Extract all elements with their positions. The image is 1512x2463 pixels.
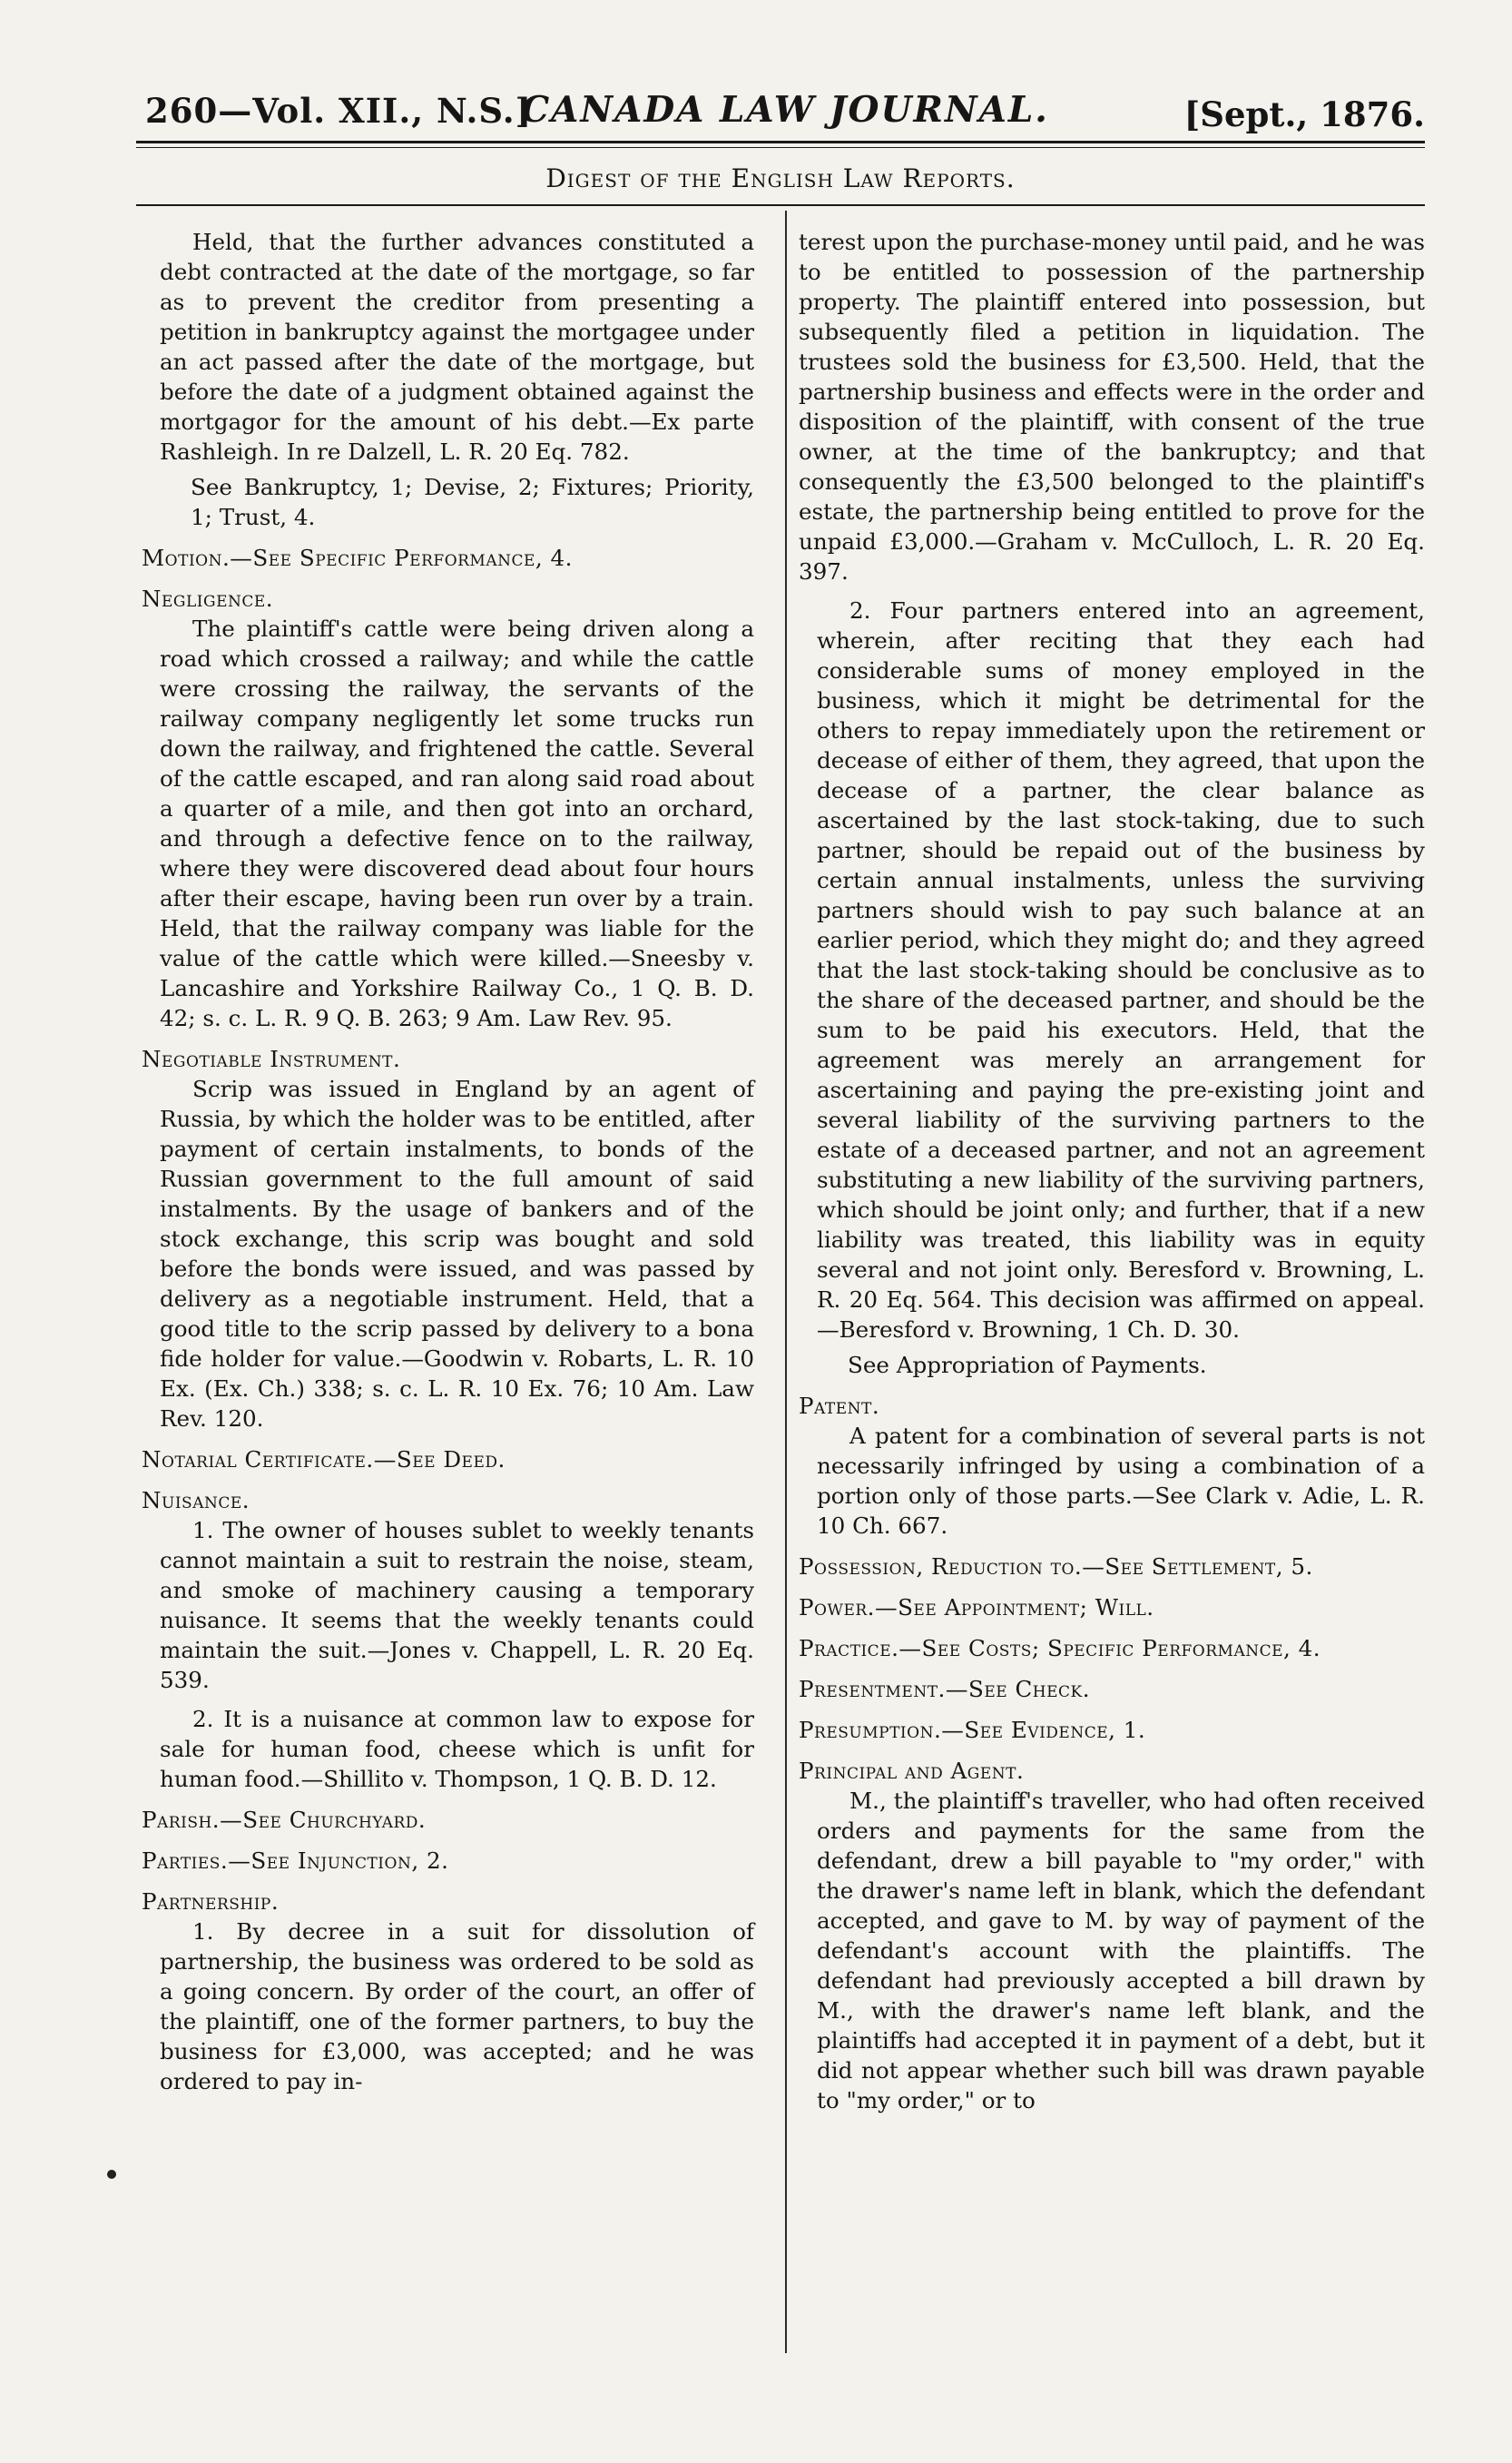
section-rule (136, 204, 1425, 206)
heading-principal-and-agent: Principal and Agent. (799, 1758, 1025, 1784)
mortgage-holding: Held, that the further advances constituted a debt contracted at the date of the mortgage, so far as to prevent the creditor from presenting a petition in bankruptcy against the mortgagee under an act passed after the date of the mortgage, but before the date of a judgment obtained against the mortgagor for the amount of his debt.—Ex parte Rashleigh. In re Dalzell, L. R. 20 Eq. 782. (160, 229, 754, 465)
issue-date: [Sept., 1876. (1183, 94, 1425, 134)
heading-patent: Patent. (799, 1393, 880, 1419)
right-column (799, 227, 1425, 2115)
heading-nuisance: Nuisance. (142, 1487, 250, 1513)
heading-partnership: Partnership. (142, 1888, 280, 1915)
mortgage-cross-reference: See Bankruptcy, 1; Devise, 2; Fixtures; Priority, 1; Trust, 4. (191, 474, 754, 530)
negligence-text: The plaintiff's cattle were being driven along a road which crossed a railway; and while the cattle were crossing the railway, the servants of the railway company negligently let some trucks run down the railway, and frightened the cattle. Several of the cattle escaped, and ran along said road about a quarter of a mile, and then got into an orchard, and through a defective fence on to the railway, where they were discovered dead about four hours after their escape, having been run over by a train. Held, that the railway company was liable for the value of the cattle which were killed.—Sneesby v. Lancashire and Yorkshire Railway Co., 1 Q. B. D. 42; s. c. L. R. 9 Q. B. 263; 9 Am. Law Rev. 95. (160, 616, 754, 1031)
heading-negotiable-instrument: Negotiable Instrument. (142, 1046, 401, 1072)
partnership-case-1: 1. By decree in a suit for dissolution of partnership, the business was ordered to be sold as a going concern. By order of the court, an offer of the plaintiff, one of the former partners, to buy the business for £3,000, was accepted; and he was ordered to pay in- (160, 1918, 754, 2094)
partnership-case-2: 2. Four partners entered into an agreement, wherein, after reciting that they each had considerable sums of money employed in the business, which it might be detrimental for the others to repay immediately upon the retirement or decease of either of them, they agreed, that upon the decease of a partner, the clear balance as ascertained by the last stock-taking, due to such partner, should be repaid out of the business by certain annual instalments, unless the surviving partners should wish to pay such balance at an earlier period, which they might do; and they agreed that the last stock-taking should be conclusive as to the share of the deceased partner, and should be the sum to be paid his executors. Held, that the agreement was merely an arrangement for ascertaining and paying the pre-existing joint and several liability of the surviving partners to the estate of a deceased partner, and not an agreement substituting a new liability of the surviving partners, which should be joint only; and further, that if a new liability was treated, this liability was in equity several and not joint only. Beresford v. Browning, L. R. 20 Eq. 564. This decision was affirmed on appeal.—Beresford v. Browning, 1 Ch. D. 30. (817, 597, 1425, 1343)
page-header (145, 80, 1425, 143)
entry-practice: Practice.—See Costs; Specific Performance, 4. (799, 1635, 1321, 1661)
patent-text: A patent for a combination of several parts is not necessarily infringed by using a combination of a portion only of those parts.—See Clark v. Adie, L. R. 10 Ch. 667. (817, 1423, 1425, 1539)
nuisance-case-2: 2. It is a nuisance at common law to expose for sale for human food, cheese which is unfit for human food.—Shillito v. Thompson, 1 Q. B. D. 12. (160, 1706, 754, 1792)
journal-title: CANADA LAW JOURNAL. (521, 89, 1049, 131)
nuisance-case-1: 1. The owner of houses sublet to weekly tenants cannot maintain a suit to restrain the noise, steam, and smoke of machinery causing a temporary nuisance. It seems that the weekly tenants could maintain the suit.—Jones v. Chappell, L. R. 20 Eq. 539. (160, 1517, 754, 1693)
column-divider (785, 211, 787, 2353)
entry-parties: Parties.—See Injunction, 2. (142, 1847, 449, 1874)
negotiable-instrument-text: Scrip was issued in England by an agent of Russia, by which the holder was to be entitled, after payment of certain instalments, to bonds of the Russian government to the full amount of said instalments. By the usage of bankers and of the stock exchange, this scrip was bought and sold before the bonds were issued, and was passed by delivery as a negotiable instrument. Held, that a good title to the scrip passed by delivery to a bona fide holder for value.—Goodwin v. Robarts, L. R. 10 Ex. (Ex. Ch.) 338; s. c. L. R. 10 Ex. 76; 10 Am. Law Rev. 120. (160, 1076, 754, 1432)
entry-presentment: Presentment.—See Check. (799, 1676, 1091, 1702)
partnership-case-1-continued: terest upon the purchase-money until paid, and he was to be entitled to possession of the partnership property. The plaintiff entered into possession, but subsequently filed a petition in liquidation. The trustees sold the business for £3,500. Held, that the partnership business and effects were in the order and disposition of the plaintiff, with consent of the true owner, at the time of the bankruptcy; and that consequently the £3,500 belonged to the plaintiff's estate, the partnership being entitled to prove for the unpaid £3,000.—Graham v. McCulloch, L. R. 20 Eq. 397. (799, 229, 1425, 585)
heading-negligence: Negligence. (142, 586, 274, 612)
header-rule-thick (136, 141, 1425, 143)
header-rule-thin (136, 147, 1425, 148)
entry-possession: Possession, Reduction to.—See Settlement, 5. (799, 1553, 1313, 1580)
entry-presumption: Presumption.—See Evidence, 1. (799, 1717, 1146, 1743)
principal-and-agent-text: M., the plaintiff's traveller, who had often received orders and payments for the same from the defendant, drew a bill payable to "my order," with the drawer's name left in blank, which the defendant accepted, and gave to M. by way of payment of the defendant's account with the plaintiffs. The defendant had previously accepted a bill drawn by M., with the drawer's name left blank, and the plaintiffs had accepted it in payment of a debt, but it did not appear whether such bill was drawn payable to "my order," or to (817, 1788, 1425, 2113)
partnership-cross-reference: See Appropriation of Payments. (848, 1352, 1207, 1378)
section-title: Digest of the English Law Reports. (545, 163, 1016, 193)
volume-label: 260—Vol. XII., N.S.] (145, 91, 533, 131)
entry-power: Power.—See Appointment; Will. (799, 1594, 1154, 1621)
entry-notarial-certificate: Notarial Certificate.—See Deed. (142, 1446, 506, 1473)
entry-motion: Motion.—See Specific Performance, 4. (142, 545, 574, 571)
left-column (142, 227, 754, 2096)
ink-blot (107, 2170, 116, 2179)
entry-parish: Parish.—See Churchyard. (142, 1807, 427, 1833)
